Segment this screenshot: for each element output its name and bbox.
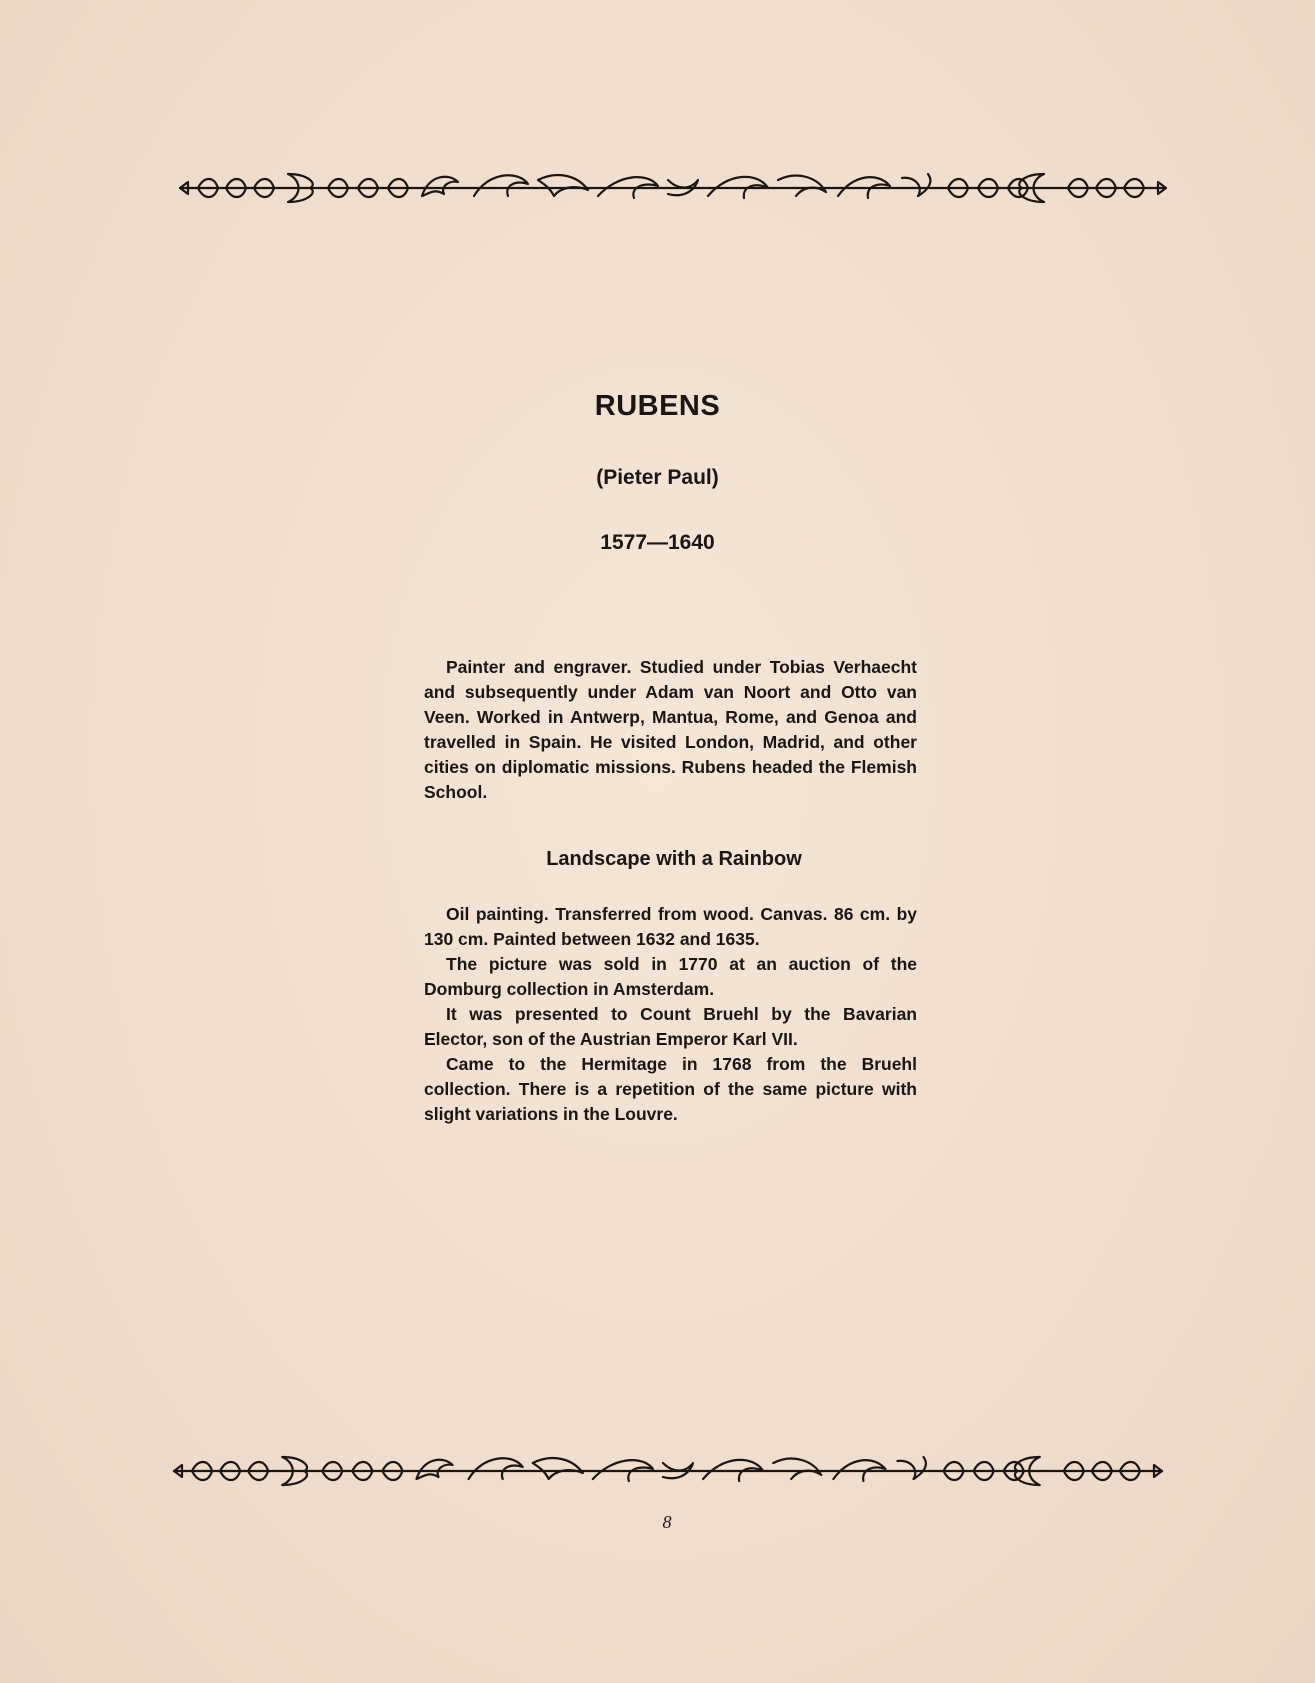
page-number: 8 <box>662 1512 672 1532</box>
artist-dates: 1577—1640 <box>600 531 715 554</box>
artist-name: RUBENS <box>594 390 721 422</box>
work-title: Landscape with a Rainbow <box>546 848 802 870</box>
work-description <box>424 902 917 1127</box>
artist-biography: Painter and engraver. Studied under Tobias Verhaecht and subsequently under Adam van Noort and Otto van Veen. Worked in Antwerp, Mantua, Rome, and Genoa and travelled in Spain. He visited London, Madrid, and other cities on diplomatic missions. Rubens headed the Flemish School. <box>424 657 917 802</box>
top-floral-border-icon <box>178 166 1168 210</box>
work-description-paragraph: It was presented to Count Bruehl by the Bavarian Elector, son of the Austrian Emperor Karl VII. <box>424 1004 917 1049</box>
work-description-paragraph: The picture was sold in 1770 at an auction of the Domburg collection in Amsterdam. <box>424 954 917 999</box>
bottom-floral-border-icon <box>172 1449 1164 1493</box>
artist-given-names: (Pieter Paul) <box>596 466 719 489</box>
work-description-paragraph: Came to the Hermitage in 1768 from the Bruehl collection. There is a repetition of the same picture with slight variations in the Louvre. <box>424 1054 917 1124</box>
work-description-paragraph: Oil painting. Transferred from wood. Canvas. 86 cm. by 130 cm. Painted between 1632 and 1635. <box>424 904 917 949</box>
